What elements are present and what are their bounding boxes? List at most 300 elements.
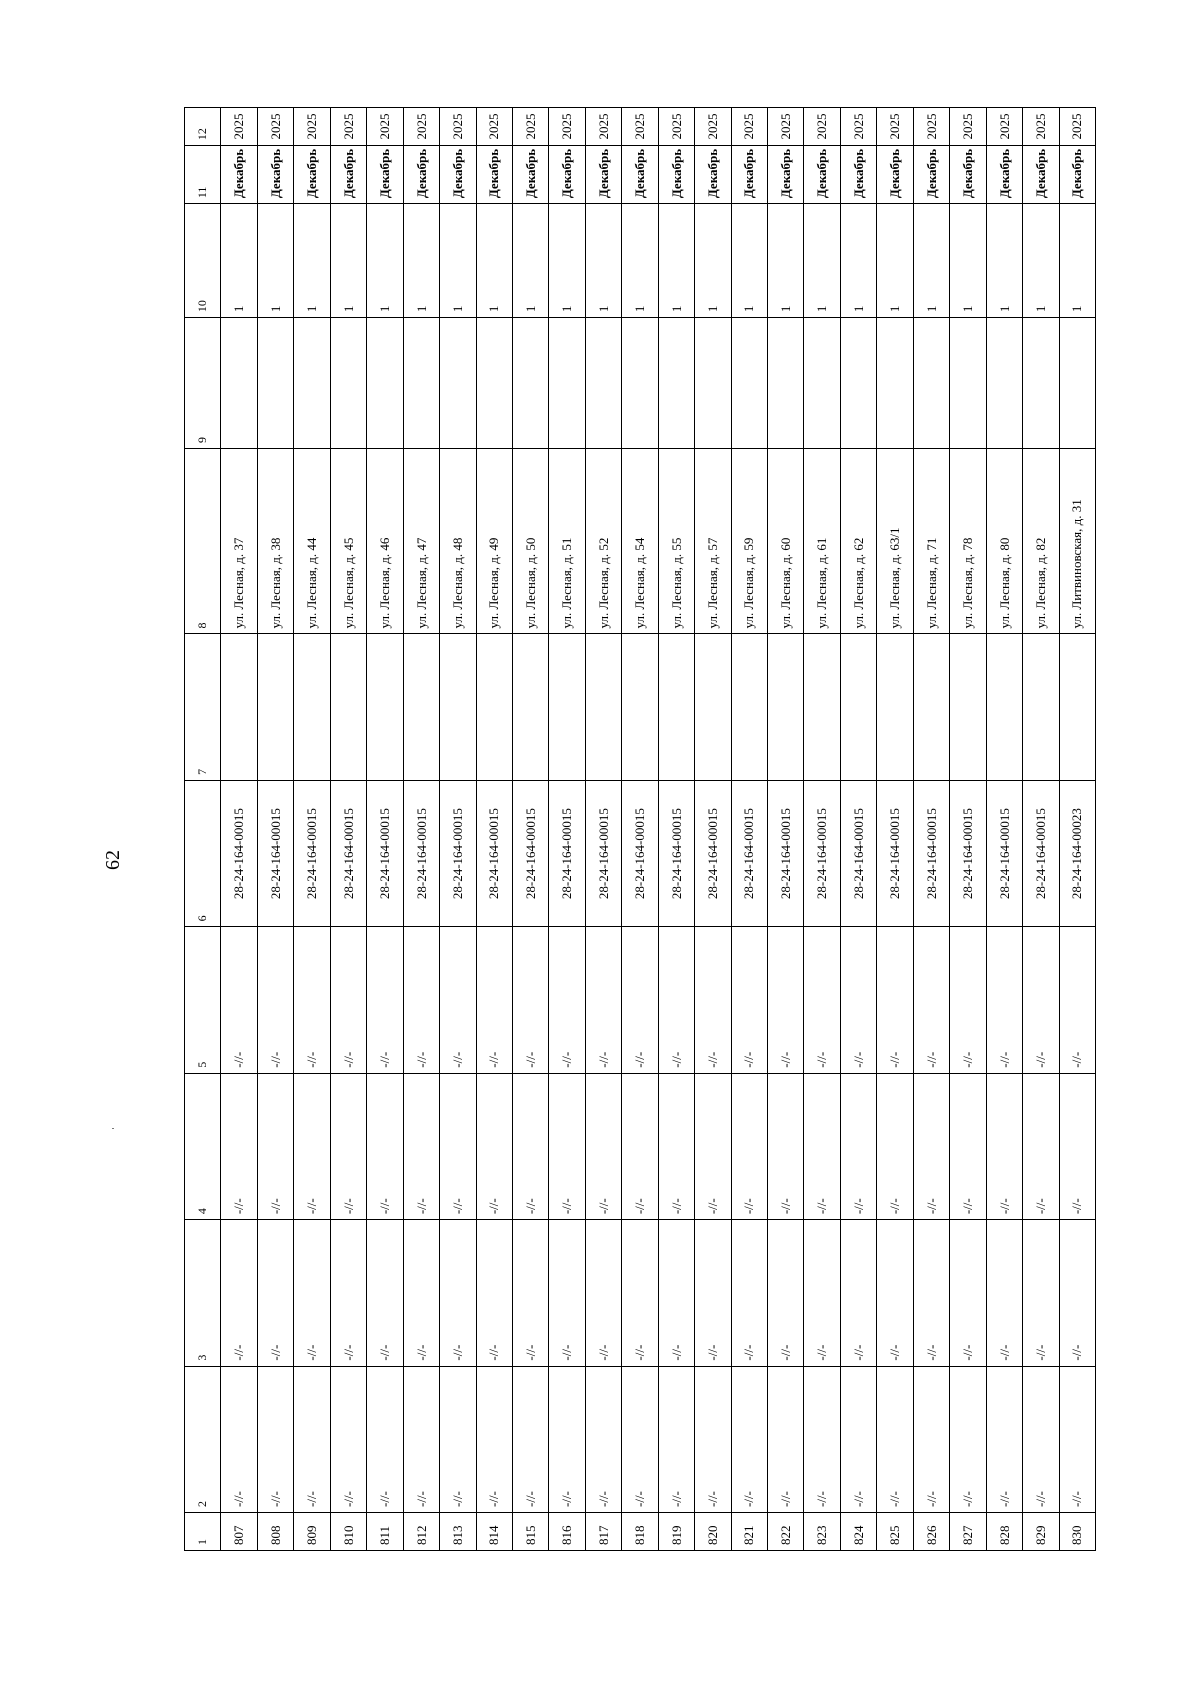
year-cell: 2025 <box>695 108 731 146</box>
col2-cell: -//- <box>294 1366 330 1512</box>
month-cell: Декабрь <box>512 146 548 204</box>
col3-cell: -//- <box>622 1220 658 1366</box>
col2-cell: -//- <box>804 1366 840 1512</box>
col4-cell: -//- <box>695 1073 731 1219</box>
year-cell: 2025 <box>622 108 658 146</box>
quantity-cell: 1 <box>1059 204 1096 318</box>
col5-cell: -//- <box>330 927 366 1073</box>
quantity-cell: 1 <box>768 204 804 318</box>
quantity-cell: 1 <box>1023 204 1059 318</box>
row-number-cell: 822 <box>768 1513 804 1551</box>
year-cell: 2025 <box>731 108 767 146</box>
row-number-cell: 829 <box>1023 1513 1059 1551</box>
header-cell: 4 <box>185 1073 221 1219</box>
cadastral-code-cell: 28-24-164-00015 <box>950 780 986 926</box>
col7-cell <box>695 634 731 780</box>
col5-cell: -//- <box>622 927 658 1073</box>
col9-cell <box>986 318 1022 449</box>
col5-cell: -//- <box>257 927 293 1073</box>
table-row <box>440 108 476 1551</box>
table-row <box>622 108 658 1551</box>
cadastral-code-cell: 28-24-164-00015 <box>622 780 658 926</box>
col5-cell: -//- <box>294 927 330 1073</box>
col2-cell: -//- <box>257 1366 293 1512</box>
table-row <box>403 108 439 1551</box>
col9-cell <box>403 318 439 449</box>
col3-cell: -//- <box>804 1220 840 1366</box>
cadastral-code-cell: 28-24-164-00015 <box>877 780 913 926</box>
month-cell: Декабрь <box>913 146 949 204</box>
year-cell: 2025 <box>804 108 840 146</box>
col4-cell: -//- <box>913 1073 949 1219</box>
header-cell: 7 <box>185 634 221 780</box>
col7-cell <box>622 634 658 780</box>
col2-cell: -//- <box>1059 1366 1096 1512</box>
col2-cell: -//- <box>403 1366 439 1512</box>
cadastral-code-cell: 28-24-164-00015 <box>804 780 840 926</box>
col2-cell: -//- <box>330 1366 366 1512</box>
col7-cell <box>585 634 621 780</box>
col4-cell: -//- <box>622 1073 658 1219</box>
address-cell: ул. Лесная, д. 38 <box>257 448 293 634</box>
address-cell: ул. Лесная, д. 52 <box>585 448 621 634</box>
row-number-cell: 817 <box>585 1513 621 1551</box>
rotated-table-wrapper <box>184 107 1096 1551</box>
page-number: 62 <box>102 850 124 870</box>
col7-cell <box>768 634 804 780</box>
cadastral-code-cell: 28-24-164-00015 <box>913 780 949 926</box>
year-cell: 2025 <box>768 108 804 146</box>
quantity-cell: 1 <box>658 204 694 318</box>
col7-cell <box>330 634 366 780</box>
col9-cell <box>1059 318 1096 449</box>
col4-cell: -//- <box>221 1073 257 1219</box>
header-cell: 5 <box>185 927 221 1073</box>
col4-cell: -//- <box>512 1073 548 1219</box>
col3-cell: -//- <box>768 1220 804 1366</box>
col4-cell: -//- <box>658 1073 694 1219</box>
quantity-cell: 1 <box>840 204 876 318</box>
col3-cell: -//- <box>658 1220 694 1366</box>
col9-cell <box>658 318 694 449</box>
row-number-cell: 825 <box>877 1513 913 1551</box>
cadastral-code-cell: 28-24-164-00015 <box>330 780 366 926</box>
cadastral-code-cell: 28-24-164-00015 <box>221 780 257 926</box>
year-cell: 2025 <box>913 108 949 146</box>
table-row <box>585 108 621 1551</box>
col9-cell <box>294 318 330 449</box>
row-number-cell: 808 <box>257 1513 293 1551</box>
quantity-cell: 1 <box>986 204 1022 318</box>
cadastral-code-cell: 28-24-164-00015 <box>440 780 476 926</box>
year-cell: 2025 <box>367 108 403 146</box>
table-row <box>840 108 876 1551</box>
col4-cell: -//- <box>1023 1073 1059 1219</box>
cadastral-code-cell: 28-24-164-00015 <box>986 780 1022 926</box>
table-body <box>185 108 1096 1551</box>
month-cell: Декабрь <box>221 146 257 204</box>
col9-cell <box>221 318 257 449</box>
col4-cell: -//- <box>877 1073 913 1219</box>
col7-cell <box>440 634 476 780</box>
col7-cell <box>476 634 512 780</box>
row-number-cell: 812 <box>403 1513 439 1551</box>
row-number-cell: 809 <box>294 1513 330 1551</box>
cadastral-code-cell: 28-24-164-00015 <box>512 780 548 926</box>
month-cell: Декабрь <box>731 146 767 204</box>
quantity-cell: 1 <box>913 204 949 318</box>
col3-cell: -//- <box>695 1220 731 1366</box>
col3-cell: -//- <box>221 1220 257 1366</box>
quantity-cell: 1 <box>877 204 913 318</box>
table-row <box>549 108 585 1551</box>
col5-cell: -//- <box>877 927 913 1073</box>
col5-cell: -//- <box>440 927 476 1073</box>
row-number-cell: 819 <box>658 1513 694 1551</box>
quantity-cell: 1 <box>585 204 621 318</box>
col7-cell <box>367 634 403 780</box>
header-cell: 12 <box>185 108 221 146</box>
col7-cell <box>986 634 1022 780</box>
col9-cell <box>330 318 366 449</box>
col2-cell: -//- <box>658 1366 694 1512</box>
header-cell: 9 <box>185 318 221 449</box>
col4-cell: -//- <box>330 1073 366 1219</box>
col5-cell: -//- <box>367 927 403 1073</box>
col3-cell: -//- <box>403 1220 439 1366</box>
month-cell: Декабрь <box>1023 146 1059 204</box>
row-number-cell: 824 <box>840 1513 876 1551</box>
table-row <box>512 108 548 1551</box>
col2-cell: -//- <box>840 1366 876 1512</box>
quantity-cell: 1 <box>403 204 439 318</box>
table-row <box>221 108 257 1551</box>
address-cell: ул. Лесная, д. 61 <box>804 448 840 634</box>
col9-cell <box>731 318 767 449</box>
quantity-cell: 1 <box>440 204 476 318</box>
table-row <box>877 108 913 1551</box>
row-number-cell: 813 <box>440 1513 476 1551</box>
month-cell: Декабрь <box>804 146 840 204</box>
cadastral-code-cell: 28-24-164-00015 <box>257 780 293 926</box>
col3-cell: -//- <box>440 1220 476 1366</box>
col9-cell <box>768 318 804 449</box>
header-cell: 2 <box>185 1366 221 1512</box>
col2-cell: -//- <box>549 1366 585 1512</box>
year-cell: 2025 <box>257 108 293 146</box>
col9-cell <box>950 318 986 449</box>
col5-cell: -//- <box>986 927 1022 1073</box>
table-row <box>768 108 804 1551</box>
address-cell: ул. Лесная, д. 45 <box>330 448 366 634</box>
address-cell: ул. Лесная, д. 54 <box>622 448 658 634</box>
month-cell: Декабрь <box>367 146 403 204</box>
year-cell: 2025 <box>512 108 548 146</box>
month-cell: Декабрь <box>403 146 439 204</box>
address-cell: ул. Лесная, д. 78 <box>950 448 986 634</box>
year-cell: 2025 <box>950 108 986 146</box>
table-frame <box>184 107 1096 1551</box>
address-cell: ул. Лесная, д. 80 <box>986 448 1022 634</box>
col7-cell <box>840 634 876 780</box>
col3-cell: -//- <box>585 1220 621 1366</box>
year-cell: 2025 <box>658 108 694 146</box>
cadastral-code-cell: 28-24-164-00015 <box>768 780 804 926</box>
col9-cell <box>585 318 621 449</box>
month-cell: Декабрь <box>476 146 512 204</box>
col4-cell: -//- <box>804 1073 840 1219</box>
quantity-cell: 1 <box>512 204 548 318</box>
address-cell: ул. Литвиновская, д. 31 <box>1059 448 1096 634</box>
col5-cell: -//- <box>585 927 621 1073</box>
month-cell: Декабрь <box>330 146 366 204</box>
col2-cell: -//- <box>512 1366 548 1512</box>
col9-cell <box>913 318 949 449</box>
col7-cell <box>1059 634 1096 780</box>
col9-cell <box>877 318 913 449</box>
quantity-cell: 1 <box>731 204 767 318</box>
col5-cell: -//- <box>658 927 694 1073</box>
year-cell: 2025 <box>877 108 913 146</box>
cadastral-code-cell: 28-24-164-00015 <box>840 780 876 926</box>
quantity-cell: 1 <box>476 204 512 318</box>
col5-cell: -//- <box>840 927 876 1073</box>
header-cell: 3 <box>185 1220 221 1366</box>
col2-cell: -//- <box>1023 1366 1059 1512</box>
year-cell: 2025 <box>440 108 476 146</box>
month-cell: Декабрь <box>440 146 476 204</box>
row-number-cell: 820 <box>695 1513 731 1551</box>
col9-cell <box>549 318 585 449</box>
col9-cell <box>476 318 512 449</box>
col5-cell: -//- <box>476 927 512 1073</box>
col3-cell: -//- <box>294 1220 330 1366</box>
col4-cell: -//- <box>403 1073 439 1219</box>
year-cell: 2025 <box>221 108 257 146</box>
col7-cell <box>257 634 293 780</box>
cadastral-code-cell: 28-24-164-00015 <box>1023 780 1059 926</box>
table-row <box>731 108 767 1551</box>
month-cell: Декабрь <box>877 146 913 204</box>
col9-cell <box>622 318 658 449</box>
row-number-cell: 811 <box>367 1513 403 1551</box>
row-number-cell: 821 <box>731 1513 767 1551</box>
register-table <box>184 107 1096 1551</box>
col5-cell: -//- <box>403 927 439 1073</box>
row-number-cell: 810 <box>330 1513 366 1551</box>
year-cell: 2025 <box>1023 108 1059 146</box>
table-row <box>658 108 694 1551</box>
col4-cell: -//- <box>768 1073 804 1219</box>
row-number-cell: 815 <box>512 1513 548 1551</box>
month-cell: Декабрь <box>257 146 293 204</box>
row-number-cell: 830 <box>1059 1513 1096 1551</box>
cadastral-code-cell: 28-24-164-00023 <box>1059 780 1096 926</box>
col4-cell: -//- <box>585 1073 621 1219</box>
address-cell: ул. Лесная, д. 37 <box>221 448 257 634</box>
col5-cell: -//- <box>549 927 585 1073</box>
row-number-cell: 816 <box>549 1513 585 1551</box>
month-cell: Декабрь <box>585 146 621 204</box>
address-cell: ул. Лесная, д. 55 <box>658 448 694 634</box>
address-cell: ул. Лесная, д. 71 <box>913 448 949 634</box>
quantity-cell: 1 <box>695 204 731 318</box>
quantity-cell: 1 <box>257 204 293 318</box>
year-cell: 2025 <box>549 108 585 146</box>
col5-cell: -//- <box>768 927 804 1073</box>
col3-cell: -//- <box>840 1220 876 1366</box>
col9-cell <box>440 318 476 449</box>
month-cell: Декабрь <box>950 146 986 204</box>
col2-cell: -//- <box>877 1366 913 1512</box>
row-number-cell: 827 <box>950 1513 986 1551</box>
cadastral-code-cell: 28-24-164-00015 <box>476 780 512 926</box>
year-cell: 2025 <box>840 108 876 146</box>
col9-cell <box>1023 318 1059 449</box>
month-cell: Декабрь <box>549 146 585 204</box>
table-row <box>257 108 293 1551</box>
col2-cell: -//- <box>367 1366 403 1512</box>
col4-cell: -//- <box>440 1073 476 1219</box>
col2-cell: -//- <box>221 1366 257 1512</box>
col3-cell: -//- <box>1059 1220 1096 1366</box>
month-cell: Декабрь <box>622 146 658 204</box>
col9-cell <box>512 318 548 449</box>
col4-cell: -//- <box>294 1073 330 1219</box>
col4-cell: -//- <box>840 1073 876 1219</box>
col7-cell <box>731 634 767 780</box>
cadastral-code-cell: 28-24-164-00015 <box>731 780 767 926</box>
address-cell: ул. Лесная, д. 82 <box>1023 448 1059 634</box>
col4-cell: -//- <box>367 1073 403 1219</box>
table-row <box>476 108 512 1551</box>
quantity-cell: 1 <box>622 204 658 318</box>
col4-cell: -//- <box>257 1073 293 1219</box>
col5-cell: -//- <box>950 927 986 1073</box>
col9-cell <box>367 318 403 449</box>
year-cell: 2025 <box>986 108 1022 146</box>
year-cell: 2025 <box>1059 108 1096 146</box>
table-row <box>695 108 731 1551</box>
col5-cell: -//- <box>913 927 949 1073</box>
col3-cell: -//- <box>476 1220 512 1366</box>
col4-cell: -//- <box>549 1073 585 1219</box>
col5-cell: -//- <box>804 927 840 1073</box>
row-number-cell: 807 <box>221 1513 257 1551</box>
quantity-cell: 1 <box>804 204 840 318</box>
col5-cell: -//- <box>512 927 548 1073</box>
col3-cell: -//- <box>913 1220 949 1366</box>
col9-cell <box>804 318 840 449</box>
col7-cell <box>950 634 986 780</box>
cadastral-code-cell: 28-24-164-00015 <box>294 780 330 926</box>
row-number-cell: 823 <box>804 1513 840 1551</box>
col7-cell <box>658 634 694 780</box>
table-row <box>330 108 366 1551</box>
col2-cell: -//- <box>695 1366 731 1512</box>
row-number-cell: 814 <box>476 1513 512 1551</box>
address-cell: ул. Лесная, д. 57 <box>695 448 731 634</box>
col7-cell <box>221 634 257 780</box>
cadastral-code-cell: 28-24-164-00015 <box>549 780 585 926</box>
col4-cell: -//- <box>1059 1073 1096 1219</box>
col2-cell: -//- <box>622 1366 658 1512</box>
col3-cell: -//- <box>986 1220 1022 1366</box>
table-row <box>294 108 330 1551</box>
col3-cell: -//- <box>549 1220 585 1366</box>
quantity-cell: 1 <box>950 204 986 318</box>
address-cell: ул. Лесная, д. 49 <box>476 448 512 634</box>
year-cell: 2025 <box>330 108 366 146</box>
col3-cell: -//- <box>330 1220 366 1366</box>
col7-cell <box>877 634 913 780</box>
col7-cell <box>913 634 949 780</box>
table-row <box>1023 108 1059 1551</box>
col5-cell: -//- <box>695 927 731 1073</box>
table-row <box>986 108 1022 1551</box>
col3-cell: -//- <box>257 1220 293 1366</box>
table-row <box>804 108 840 1551</box>
header-cell: 11 <box>185 146 221 204</box>
address-cell: ул. Лесная, д. 51 <box>549 448 585 634</box>
col4-cell: -//- <box>950 1073 986 1219</box>
col5-cell: -//- <box>221 927 257 1073</box>
quantity-cell: 1 <box>367 204 403 318</box>
quantity-cell: 1 <box>294 204 330 318</box>
quantity-cell: 1 <box>330 204 366 318</box>
col2-cell: -//- <box>585 1366 621 1512</box>
col2-cell: -//- <box>950 1366 986 1512</box>
col4-cell: -//- <box>731 1073 767 1219</box>
col2-cell: -//- <box>731 1366 767 1512</box>
year-cell: 2025 <box>294 108 330 146</box>
cadastral-code-cell: 28-24-164-00015 <box>403 780 439 926</box>
table-row <box>1059 108 1096 1551</box>
header-cell: 6 <box>185 780 221 926</box>
col2-cell: -//- <box>768 1366 804 1512</box>
quantity-cell: 1 <box>221 204 257 318</box>
address-cell: ул. Лесная, д. 50 <box>512 448 548 634</box>
quantity-cell: 1 <box>549 204 585 318</box>
col2-cell: -//- <box>440 1366 476 1512</box>
col2-cell: -//- <box>476 1366 512 1512</box>
col2-cell: -//- <box>986 1366 1022 1512</box>
address-cell: ул. Лесная, д. 44 <box>294 448 330 634</box>
col4-cell: -//- <box>476 1073 512 1219</box>
header-cell: 10 <box>185 204 221 318</box>
col3-cell: -//- <box>731 1220 767 1366</box>
month-cell: Декабрь <box>1059 146 1096 204</box>
col5-cell: -//- <box>1023 927 1059 1073</box>
col3-cell: -//- <box>512 1220 548 1366</box>
table-row <box>367 108 403 1551</box>
year-cell: 2025 <box>403 108 439 146</box>
col7-cell <box>512 634 548 780</box>
col4-cell: -//- <box>986 1073 1022 1219</box>
col7-cell <box>549 634 585 780</box>
month-cell: Декабрь <box>986 146 1022 204</box>
col3-cell: -//- <box>877 1220 913 1366</box>
cadastral-code-cell: 28-24-164-00015 <box>695 780 731 926</box>
header-cell: 8 <box>185 448 221 634</box>
cadastral-code-cell: 28-24-164-00015 <box>367 780 403 926</box>
col7-cell <box>1023 634 1059 780</box>
row-number-cell: 828 <box>986 1513 1022 1551</box>
address-cell: ул. Лесная, д. 59 <box>731 448 767 634</box>
table-row <box>913 108 949 1551</box>
address-cell: ул. Лесная, д. 47 <box>403 448 439 634</box>
address-cell: ул. Лесная, д. 46 <box>367 448 403 634</box>
